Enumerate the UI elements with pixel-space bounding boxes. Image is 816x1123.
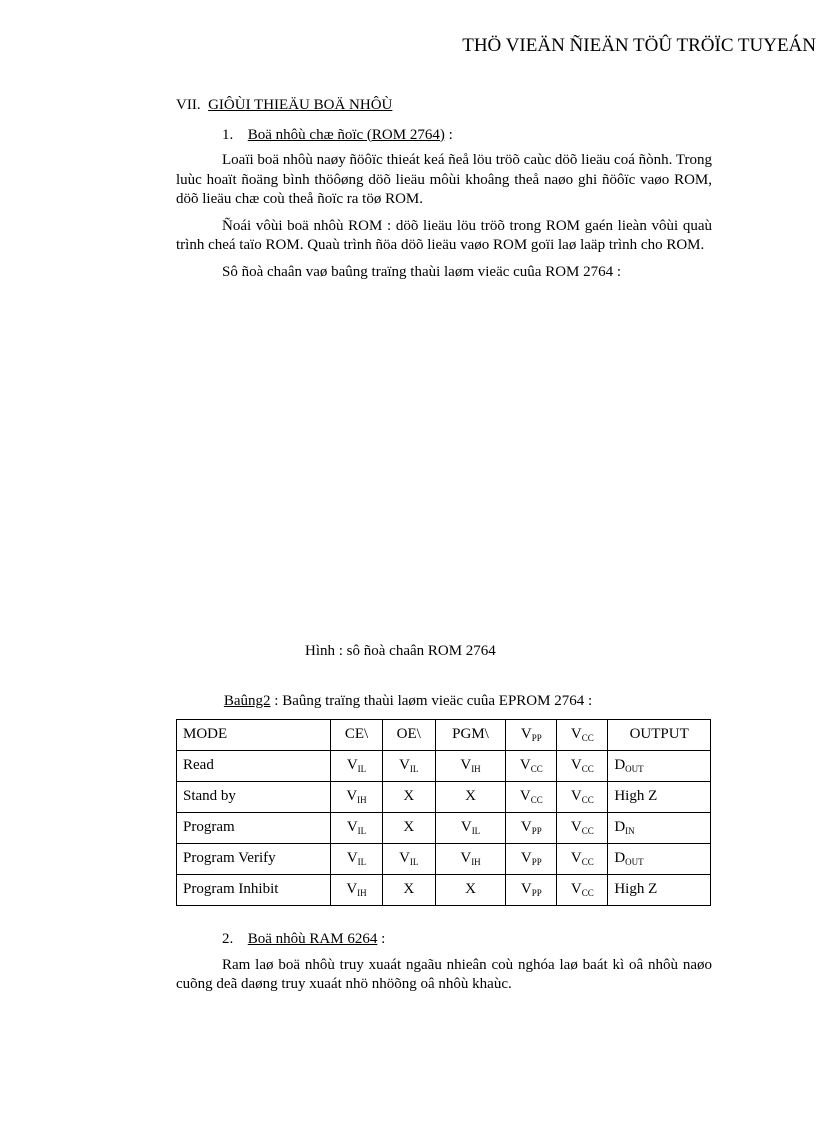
table-cell	[557, 875, 608, 906]
table-cell	[506, 844, 557, 875]
cell-text: V	[346, 788, 358, 805]
cell-text: OUTPUT	[629, 726, 689, 743]
cell-subscript: PP	[531, 888, 542, 899]
cell-subscript: IN	[625, 826, 635, 837]
cell-text: V	[570, 881, 582, 898]
table-cell	[608, 844, 711, 875]
paragraph: Ñoái vôùi boä nhôù ROM : döõ lieäu löu tröõ trong ROM gaén lieàn vôùi quaù trình cheá taïo ROM. Quaù trình ñöa döõ lieäu vaøo ROM goïi laø laäp trình cho ROM.	[176, 217, 712, 253]
cell-subscript: IL	[471, 826, 481, 837]
table-cell	[177, 751, 331, 782]
cell-text: V	[570, 757, 582, 774]
table-header-cell	[382, 720, 435, 751]
table-header-cell	[608, 720, 711, 751]
cell-subscript: IH	[357, 888, 367, 899]
table-cell	[506, 751, 557, 782]
subsection-title: Boä nhôù RAM 6264	[247, 931, 378, 947]
table-cell	[331, 782, 383, 813]
table-header-cell	[435, 720, 506, 751]
cell-text: Stand by	[183, 788, 236, 805]
cell-text: MODE	[183, 726, 228, 743]
cell-text: V	[460, 819, 472, 836]
cell-text: Program Inhibit	[183, 881, 279, 898]
cell-text: V	[520, 850, 532, 867]
table-cell	[382, 813, 435, 844]
cell-subscript: PP	[531, 733, 542, 744]
table-cell	[331, 751, 383, 782]
table-cell	[557, 782, 608, 813]
table-cell	[557, 813, 608, 844]
table-row	[177, 813, 711, 844]
cell-text: V	[346, 881, 358, 898]
section-title: GIÔÙI THIEÄU BOÄ NHÔÙ	[208, 97, 393, 113]
table-title-text: : Baûng traïng thaùi laøm vieäc cuûa EPROM 2764 :	[270, 693, 593, 709]
main-content	[176, 96, 712, 289]
cell-subscript: CC	[581, 857, 594, 868]
cell-text: Read	[183, 757, 214, 774]
cell-text: X	[403, 819, 415, 836]
subsection-suffix: :	[377, 931, 386, 947]
table-header-cell	[177, 720, 331, 751]
table-label: Baûng2	[223, 693, 271, 709]
table-cell	[435, 751, 506, 782]
figure-caption: Hình : sô ñoà chaân ROM 2764	[305, 643, 496, 659]
cell-text: V	[570, 850, 582, 867]
cell-subscript: CC	[530, 764, 543, 775]
table-cell	[382, 844, 435, 875]
cell-text: High Z	[614, 881, 658, 898]
subsection-heading-rom	[222, 126, 712, 146]
cell-text: OE\	[396, 726, 421, 743]
cell-subscript: IH	[471, 857, 481, 868]
cell-subscript: IL	[357, 857, 367, 868]
cell-text: D	[614, 819, 626, 836]
table-cell	[435, 782, 506, 813]
table-cell	[435, 844, 506, 875]
cell-text: V	[399, 850, 410, 867]
cell-subscript: IL	[409, 857, 419, 868]
subsection-suffix: :	[444, 126, 453, 143]
cell-subscript: IL	[357, 826, 367, 837]
table-cell	[435, 813, 506, 844]
cell-subscript: IL	[357, 764, 367, 775]
eprom-status-table	[176, 719, 711, 906]
subsection-title: Boä nhôù chæ ñoïc (ROM 2764)	[247, 126, 445, 143]
table-cell	[331, 813, 383, 844]
subsection-heading-ram	[222, 930, 712, 950]
table-header-cell	[331, 720, 383, 751]
paragraph: Ram laø boä nhôù truy xuaát ngaãu nhieân coù nghóa laø baát kì oâ nhôù naøo cuõng deã daøng truy xuaát nhö nhöõng oâ nhôù khaùc.	[176, 956, 712, 992]
table-title	[0, 692, 816, 712]
subsection-number: 2.	[222, 931, 234, 947]
cell-text: D	[614, 850, 626, 867]
table-cell	[435, 875, 506, 906]
cell-text: V	[346, 819, 358, 836]
cell-subscript: OUT	[625, 764, 644, 775]
table-header-row	[177, 720, 711, 751]
table-cell	[177, 813, 331, 844]
cell-text: V	[460, 850, 472, 867]
cell-subscript: PP	[531, 857, 542, 868]
cell-text: V	[570, 726, 582, 743]
cell-subscript: CC	[581, 764, 594, 775]
table-cell	[331, 844, 383, 875]
table-cell	[608, 751, 711, 782]
cell-subscript: IH	[357, 795, 367, 806]
table-cell	[506, 875, 557, 906]
cell-text: V	[570, 819, 582, 836]
cell-subscript: CC	[581, 795, 594, 806]
paragraph: Sô ñoà chaân vaø baûng traïng thaùi laøm vieäc cuûa ROM 2764 :	[222, 263, 622, 280]
cell-subscript: CC	[581, 733, 594, 744]
cell-subscript: PP	[531, 826, 542, 837]
table-body	[177, 751, 711, 906]
cell-text: V	[346, 850, 358, 867]
cell-text: X	[465, 881, 476, 898]
cell-text: V	[520, 819, 532, 836]
cell-text: D	[614, 757, 626, 774]
cell-text: Program	[183, 819, 235, 836]
table-cell	[331, 875, 383, 906]
paragraph: Loaïi boä nhôù naøy ñöôïc thieát keá ñeå löu tröõ caùc döõ lieäu coá ñònh. Trong luùc hoaït ñoäng bình thöôøng döõ lieäu môùi khoâng theå naøo ghi ñöôïc vaøo ROM, döõ lieäu chæ coù theå ñoïc ra töø ROM.	[176, 152, 712, 207]
cell-subscript: OUT	[625, 857, 644, 868]
cell-subscript: IH	[471, 764, 481, 775]
subsection-number: 1.	[222, 126, 234, 143]
cell-text: V	[520, 881, 532, 898]
table-row	[177, 875, 711, 906]
cell-subscript: CC	[530, 795, 543, 806]
table-cell	[557, 844, 608, 875]
table-cell	[557, 751, 608, 782]
cell-text: X	[403, 881, 415, 898]
cell-subscript: IL	[409, 764, 419, 775]
section-heading	[176, 96, 712, 116]
cell-text: V	[346, 757, 358, 774]
table-cell	[177, 875, 331, 906]
table-cell	[506, 782, 557, 813]
cell-text: CE\	[344, 726, 369, 743]
cell-text: X	[465, 788, 476, 805]
table-header-cell	[506, 720, 557, 751]
cell-text: X	[403, 788, 415, 805]
table-row	[177, 844, 711, 875]
ram-section	[176, 930, 712, 1002]
table-cell	[608, 813, 711, 844]
cell-subscript: CC	[581, 888, 594, 899]
table-cell	[382, 875, 435, 906]
cell-text: High Z	[614, 788, 658, 805]
cell-text: Program Verify	[183, 850, 276, 867]
cell-text: V	[399, 757, 410, 774]
cell-subscript: CC	[581, 826, 594, 837]
table-cell	[177, 844, 331, 875]
cell-text: V	[519, 788, 531, 805]
table-cell	[608, 875, 711, 906]
table-cell	[608, 782, 711, 813]
cell-text: PGM\	[452, 726, 489, 743]
table-cell	[506, 813, 557, 844]
cell-text: V	[460, 757, 472, 774]
table-cell	[382, 782, 435, 813]
section-number: VII.	[176, 97, 201, 113]
table-row	[177, 782, 711, 813]
cell-text: V	[570, 788, 582, 805]
page-header: THÖ VIEÄN ÑIEÄN TÖÛ TRÖÏC TUYEÁN	[462, 35, 816, 56]
cell-text: V	[519, 757, 531, 774]
cell-text: V	[520, 726, 532, 743]
table-header-cell	[557, 720, 608, 751]
table-cell	[177, 782, 331, 813]
table-row	[177, 751, 711, 782]
table-cell	[382, 751, 435, 782]
